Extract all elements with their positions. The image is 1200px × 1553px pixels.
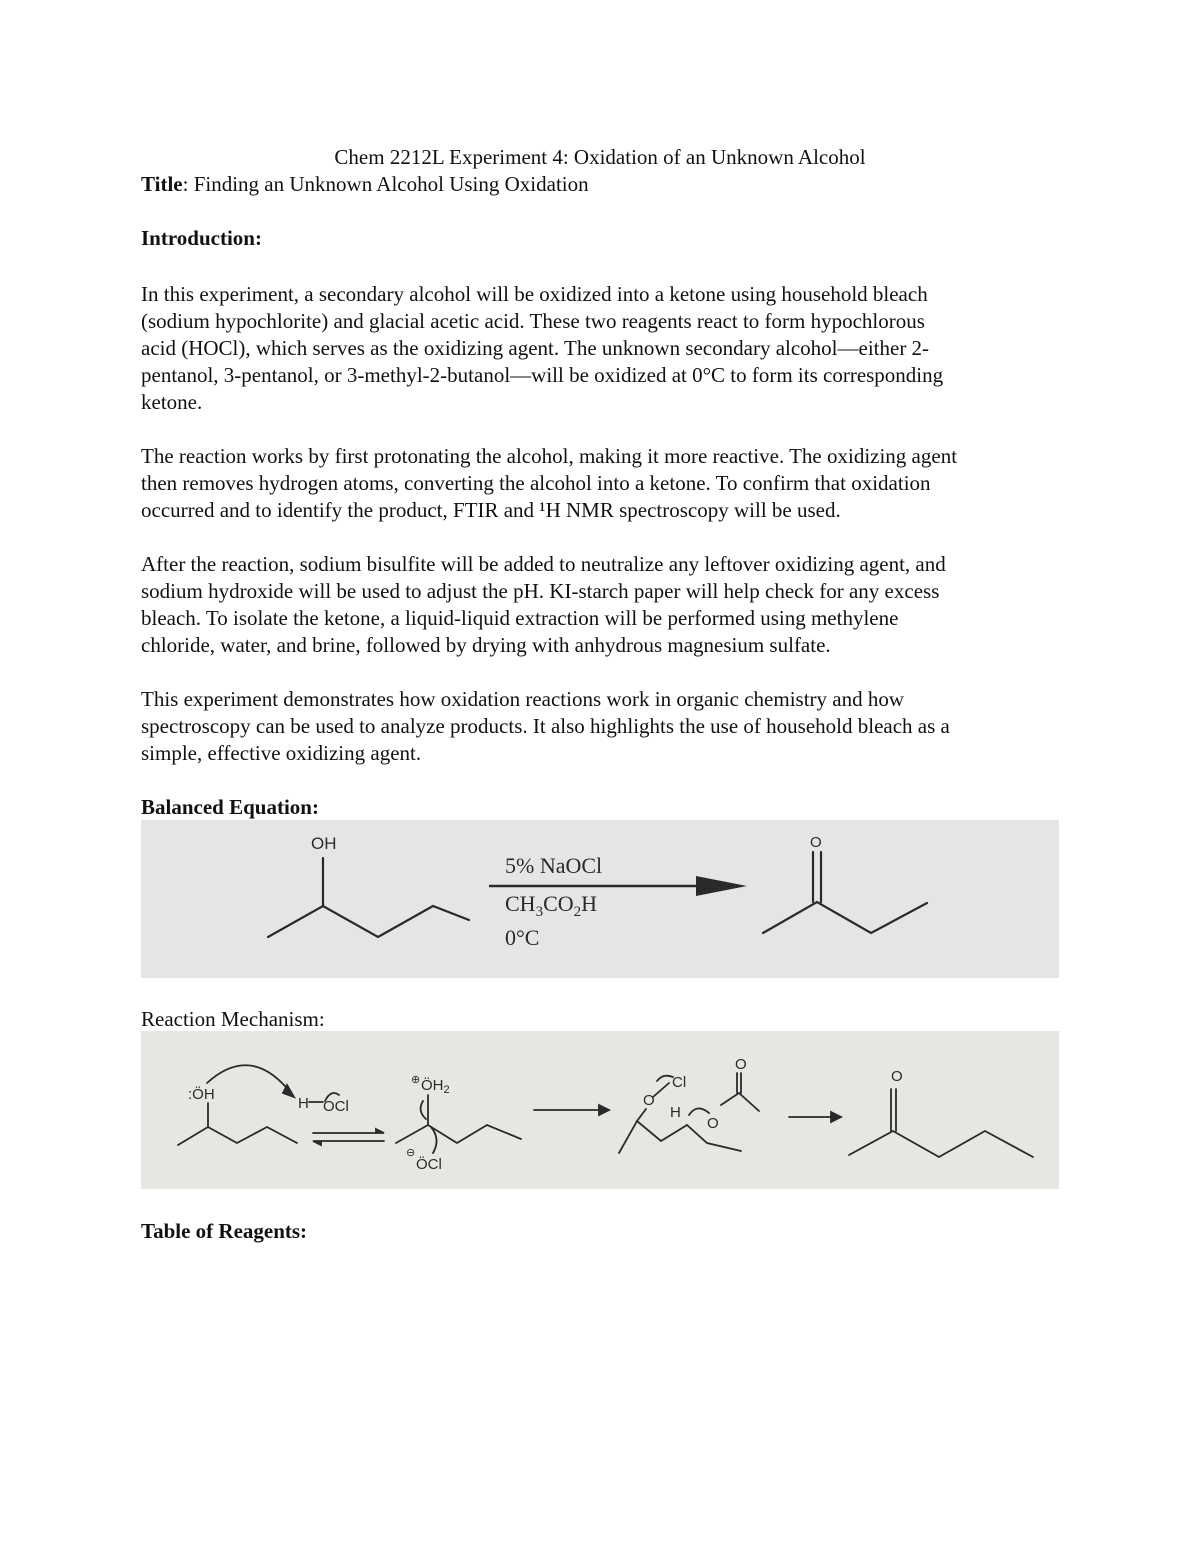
paragraph-line: then removes hydrogen atoms, converting the alcohol into a ketone. To confirm that oxidation bbox=[141, 471, 931, 495]
mech-hocl-ocl: OCl bbox=[323, 1098, 349, 1115]
reagent-acetic-acid: $CH_3CO_2H$ bbox=[505, 891, 598, 920]
paragraph-line: The reaction works by first protonating the alcohol, making it more reactive. The oxidizing agent bbox=[141, 444, 958, 468]
intro-paragraph-1 bbox=[141, 281, 1066, 416]
page-heading: Chem 2212L Experiment 4: Oxidation of an Unknown Alcohol bbox=[334, 145, 866, 169]
product-o-label: O bbox=[810, 834, 822, 851]
mech-inter-h: H bbox=[670, 1104, 681, 1121]
reaction-mechanism-heading: Reaction Mechanism: bbox=[141, 1007, 325, 1031]
mech-inter-o2: O bbox=[707, 1115, 719, 1132]
paragraph-line: spectroscopy can be used to analyze products. It also highlights the use of household bleach as a bbox=[141, 714, 950, 738]
mech-inter-o: O bbox=[643, 1092, 655, 1109]
balanced-equation-figure bbox=[141, 820, 1059, 978]
paragraph-line: In this experiment, a secondary alcohol will be oxidized into a ketone using household bleach bbox=[141, 282, 928, 306]
mech-oh2-label: $ÖH_2$ bbox=[421, 1077, 450, 1096]
paragraph-line: chloride, water, and brine, followed by drying with anhydrous magnesium sulfate. bbox=[141, 633, 831, 657]
mech-acetone-o: O bbox=[735, 1056, 747, 1073]
intro-paragraph-2 bbox=[141, 443, 1066, 524]
paragraph-line: occurred and to identify the product, FTIR and ¹H NMR spectroscopy will be used. bbox=[141, 498, 841, 522]
balanced-equation-heading: Balanced Equation: bbox=[141, 795, 319, 819]
mech-ocl-anion: ÖCl bbox=[416, 1156, 442, 1173]
mech-hocl-h: H bbox=[298, 1095, 309, 1112]
paragraph-line: acid (HOCl), which serves as the oxidizing agent. The unknown secondary alcohol—either 2- bbox=[141, 336, 930, 360]
mech-minus-charge: ⊖ bbox=[406, 1147, 416, 1159]
intro-paragraph-3 bbox=[141, 551, 1066, 659]
mech-plus-charge: ⊕ bbox=[411, 1074, 421, 1086]
paragraph-line: (sodium hypochlorite) and glacial acetic acid. These two reagents react to form hypochlorous bbox=[141, 309, 925, 333]
paragraph-line: pentanol, 3-pentanol, or 3-methyl-2-butanol—will be oxidized at 0°C to form its corresponding bbox=[141, 363, 944, 387]
paragraph-line: ketone. bbox=[141, 390, 203, 414]
title-label: Title bbox=[141, 172, 183, 196]
introduction-heading: Introduction: bbox=[141, 226, 262, 250]
paragraph-line: simple, effective oxidizing agent. bbox=[141, 741, 422, 765]
title-text: : Finding an Unknown Alcohol Using Oxidation bbox=[182, 172, 589, 196]
paragraph-line: bleach. To isolate the ketone, a liquid-liquid extraction will be performed using methylene bbox=[141, 606, 899, 630]
paragraph-line: sodium hydroxide will be used to adjust the pH. KI-starch paper will help check for any excess bbox=[141, 579, 940, 603]
reagent-naocl: 5% NaOCl bbox=[505, 853, 603, 878]
paragraph-line: After the reaction, sodium bisulfite will be added to neutralize any leftover oxidizing agent, and bbox=[141, 552, 946, 576]
title-line bbox=[141, 171, 1066, 198]
figure-background bbox=[141, 820, 1059, 978]
reactant-oh-label: OH bbox=[311, 834, 337, 853]
paragraph-line: This experiment demonstrates how oxidation reactions work in organic chemistry and how bbox=[141, 687, 905, 711]
mech-inter-cl: Cl bbox=[672, 1074, 687, 1091]
reaction-mechanism-figure bbox=[141, 1031, 1059, 1189]
reagent-temperature: 0°C bbox=[505, 925, 540, 950]
table-of-reagents-heading: Table of Reagents: bbox=[141, 1219, 308, 1243]
intro-paragraph-4 bbox=[141, 686, 1066, 767]
mech-product-o: O bbox=[891, 1068, 903, 1085]
mech-oh-label: :ÖH bbox=[188, 1086, 215, 1103]
